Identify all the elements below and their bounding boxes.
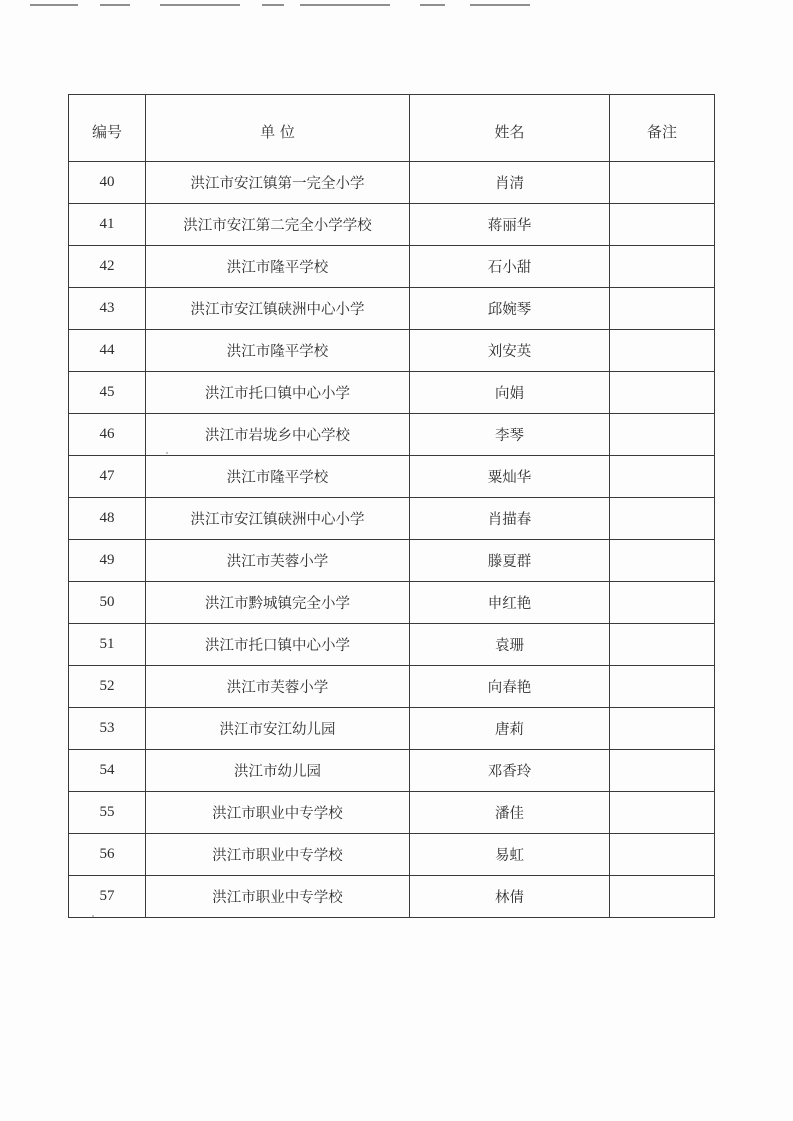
- cell-unit: 洪江市岩垅乡中心学校: [146, 414, 410, 456]
- table-row: [69, 288, 715, 330]
- cell-note: [610, 330, 715, 372]
- header-unit: 单 位: [146, 95, 410, 162]
- table-row: [69, 708, 715, 750]
- cell-number: 52: [69, 666, 146, 708]
- cell-unit: 洪江市安江镇第一完全小学: [146, 162, 410, 204]
- cell-name: 肖清: [410, 162, 610, 204]
- cell-number: 49: [69, 540, 146, 582]
- header-name: 姓名: [410, 95, 610, 162]
- roster-table: [68, 94, 715, 918]
- cell-name: 潘佳: [410, 792, 610, 834]
- cell-number: 56: [69, 834, 146, 876]
- cell-name: 滕夏群: [410, 540, 610, 582]
- cell-name: 邓香玲: [410, 750, 610, 792]
- cell-name: 粟灿华: [410, 456, 610, 498]
- table-row: [69, 162, 715, 204]
- table-row: [69, 330, 715, 372]
- cell-note: [610, 162, 715, 204]
- cell-note: [610, 204, 715, 246]
- cell-unit: 洪江市隆平学校: [146, 456, 410, 498]
- cell-name: 唐莉: [410, 708, 610, 750]
- cell-name: 袁珊: [410, 624, 610, 666]
- cell-name: 刘安英: [410, 330, 610, 372]
- cell-name: 申红艳: [410, 582, 610, 624]
- table-row: [69, 456, 715, 498]
- table-row: [69, 750, 715, 792]
- cell-note: [610, 414, 715, 456]
- cell-unit: 洪江市托口镇中心小学: [146, 372, 410, 414]
- previous-page-edge: [0, 0, 560, 8]
- scan-speck: [166, 452, 168, 454]
- cell-note: [610, 666, 715, 708]
- table-body: [69, 162, 715, 918]
- cell-unit: 洪江市安江幼儿园: [146, 708, 410, 750]
- cell-note: [610, 540, 715, 582]
- table-row: [69, 498, 715, 540]
- cell-number: 43: [69, 288, 146, 330]
- cell-number: 41: [69, 204, 146, 246]
- table-row: [69, 246, 715, 288]
- cell-name: 向春艳: [410, 666, 610, 708]
- table-row: [69, 834, 715, 876]
- cell-note: [610, 582, 715, 624]
- cell-name: 蒋丽华: [410, 204, 610, 246]
- cell-number: 40: [69, 162, 146, 204]
- cell-number: 53: [69, 708, 146, 750]
- table-row: [69, 876, 715, 918]
- header-note: 备注: [610, 95, 715, 162]
- cell-unit: 洪江市托口镇中心小学: [146, 624, 410, 666]
- cell-name: 肖描春: [410, 498, 610, 540]
- cell-note: [610, 792, 715, 834]
- cell-unit: 洪江市芙蓉小学: [146, 540, 410, 582]
- cell-number: 57: [69, 876, 146, 918]
- cell-name: 石小甜: [410, 246, 610, 288]
- cell-note: [610, 750, 715, 792]
- cell-number: 45: [69, 372, 146, 414]
- cell-unit: 洪江市芙蓉小学: [146, 666, 410, 708]
- cell-note: [610, 246, 715, 288]
- header-number: 编号: [69, 95, 146, 162]
- cell-name: 李琴: [410, 414, 610, 456]
- cell-note: [610, 372, 715, 414]
- cell-unit: 洪江市黔城镇完全小学: [146, 582, 410, 624]
- cell-note: [610, 708, 715, 750]
- table-row: [69, 372, 715, 414]
- cell-unit: 洪江市安江第二完全小学学校: [146, 204, 410, 246]
- cell-name: 林倩: [410, 876, 610, 918]
- cell-number: 42: [69, 246, 146, 288]
- cell-unit: 洪江市安江镇硖洲中心小学: [146, 288, 410, 330]
- table-row: [69, 792, 715, 834]
- table-row: [69, 204, 715, 246]
- cell-name: 易虹: [410, 834, 610, 876]
- cell-number: 50: [69, 582, 146, 624]
- cell-number: 55: [69, 792, 146, 834]
- cell-unit: 洪江市幼儿园: [146, 750, 410, 792]
- table-row: [69, 666, 715, 708]
- cell-note: [610, 456, 715, 498]
- cell-number: 46: [69, 414, 146, 456]
- cell-unit: 洪江市职业中专学校: [146, 876, 410, 918]
- table-row: [69, 582, 715, 624]
- table-row: [69, 624, 715, 666]
- cell-number: 48: [69, 498, 146, 540]
- cell-name: 邱婉琴: [410, 288, 610, 330]
- table-header-row: [69, 95, 715, 162]
- cell-note: [610, 876, 715, 918]
- cell-number: 51: [69, 624, 146, 666]
- table-row: [69, 540, 715, 582]
- cell-note: [610, 624, 715, 666]
- cell-unit: 洪江市隆平学校: [146, 246, 410, 288]
- table-row: [69, 414, 715, 456]
- cell-unit: 洪江市隆平学校: [146, 330, 410, 372]
- cell-note: [610, 498, 715, 540]
- cell-unit: 洪江市职业中专学校: [146, 792, 410, 834]
- cell-note: [610, 288, 715, 330]
- cell-name: 向娟: [410, 372, 610, 414]
- cell-unit: 洪江市职业中专学校: [146, 834, 410, 876]
- scan-speck: [92, 915, 94, 917]
- cell-number: 54: [69, 750, 146, 792]
- cell-unit: 洪江市安江镇硖洲中心小学: [146, 498, 410, 540]
- cell-note: [610, 834, 715, 876]
- cell-number: 47: [69, 456, 146, 498]
- cell-number: 44: [69, 330, 146, 372]
